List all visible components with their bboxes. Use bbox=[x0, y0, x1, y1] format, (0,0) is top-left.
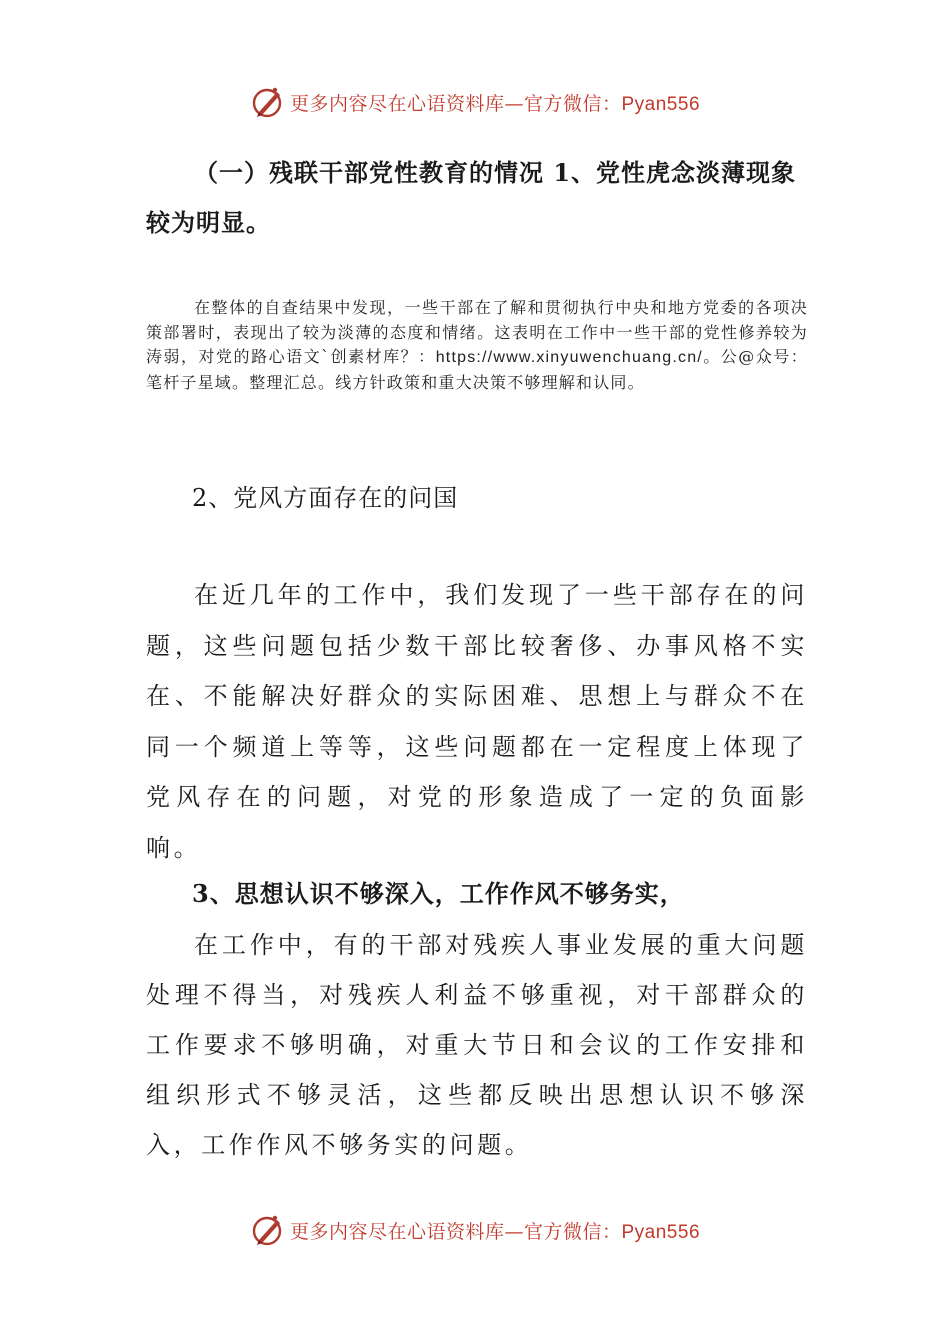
section-2-heading: 2、党风方面存在的问国 bbox=[192, 484, 459, 512]
pen-logo-icon bbox=[250, 84, 286, 120]
section-1-body: 在整体的自查结果中发现，一些干部在了解和贯彻执行中央和地方党委的各项决策部署时，表现出了较为淡薄的态度和情绪。这表明在工作中一些干部的党性修养较为涛弱，对党的路心语文`创素材库？：https://www.xinyuwenchuang.cn/。公@众号：笔杆子星域。整理汇总。线方针政策和重大决策不够理解和认同。 bbox=[146, 298, 809, 392]
wechat-id: Pyan556 bbox=[621, 1221, 701, 1243]
banner-text: 更多内容尽在心语资料库—官方微信：Pyan556 bbox=[289, 92, 701, 115]
section-2-body: 在近几年的工作中，我们发现了一些干部存在的问题，这些问题包括少数干部比较奢侈、办事风格不实在、不能解决好群众的实际困难、思想上与群众不在同一个频道上等等，这些问题都在一定程度上体现了党风存在的问题，对党的形象造成了一定的负面影响。 bbox=[146, 581, 808, 862]
wechat-id: Pyan556 bbox=[621, 93, 701, 115]
source-url: https://www.xinyuwenchuang.cn/ bbox=[435, 349, 703, 366]
section-1-heading: （一）残联干部党性教育的情况 1、党性虎念淡薄现象较为明显。 bbox=[146, 158, 797, 237]
banner-text: 更多内容尽在心语资料库—官方微信：Pyan556 bbox=[289, 1220, 701, 1243]
section-3-heading: 3、思想认识不够深入，工作作风不够务实， bbox=[192, 879, 685, 908]
footer-banner bbox=[0, 1208, 950, 1252]
header-banner bbox=[0, 80, 950, 124]
pen-logo-icon bbox=[250, 1212, 286, 1248]
section-3-body: 在工作中，有的干部对残疾人事业发展的重大问题处理不得当，对残疾人利益不够重视，对干部群众的工作要求不够明确，对重大节日和会议的工作安排和组织形式不够灵活，这些都反映出思想认识不够深入，工作作风不够务实的问题。 bbox=[146, 931, 808, 1159]
